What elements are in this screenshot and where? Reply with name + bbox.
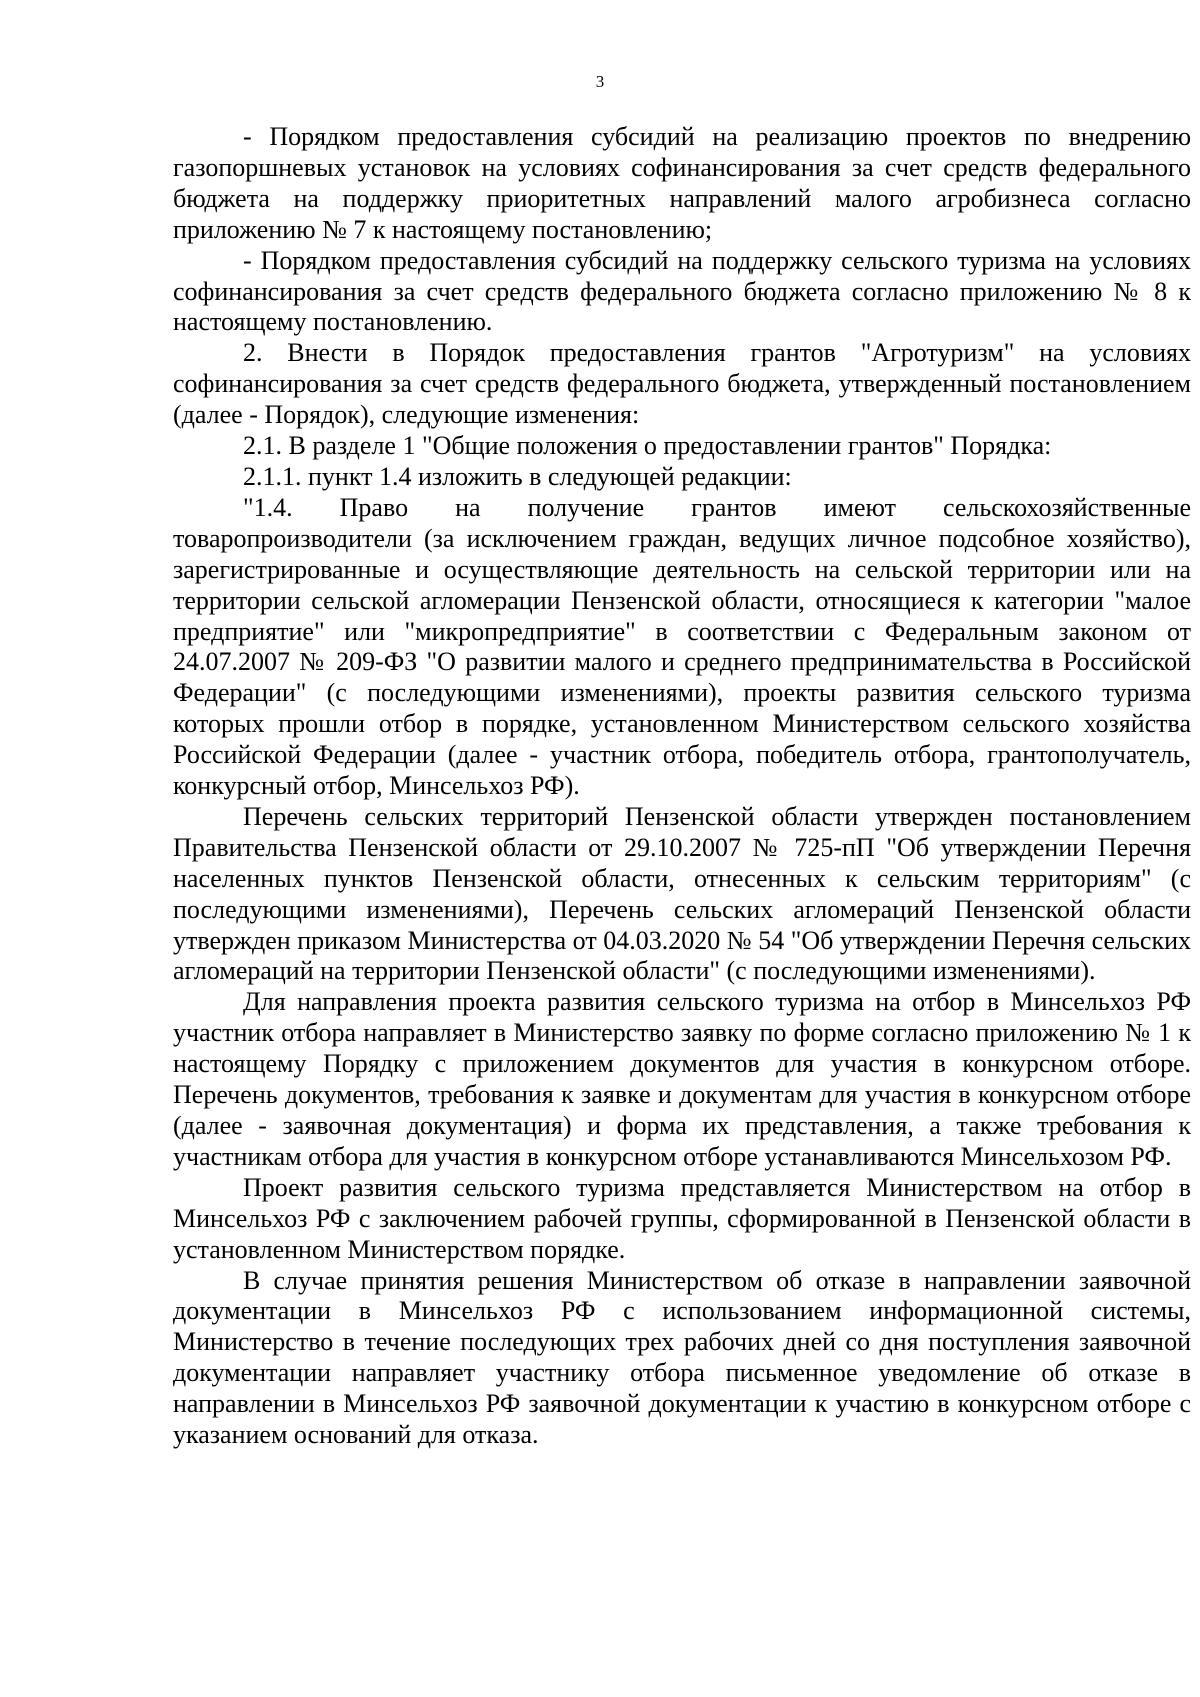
paragraph-rural-territories: Перечень сельских территорий Пензенской области утвержден постановлением Правительства Пензенской области от 29.10.2007 № 725-пП "Об утверждении Перечня населенных пунктов Пензенской области, отнесенных к сельским территориям" (с последующими изменениями), Перечень сельских агломераций Пензенской области утвержден приказом Министерства от 04.03.2020 № 54 "Об утверждении Перечня сельских агломераций на территории Пензенской области" (с последующими изменениями). xyxy=(173,801,1191,986)
document-body xyxy=(173,122,1191,1451)
paragraph-clause-2: 2. Внести в Порядок предоставления грантов "Агротуризм" на условиях софинансирования за счет средств федерального бюджета, утвержденный постановлением (далее - Порядок), следующие изменения: xyxy=(173,338,1191,430)
paragraph-project-submission: Проект развития сельского туризма представляется Министерством на отбор в Минсельхоз РФ с заключением рабочей группы, сформированной в Пензенской области в установленном Министерством порядке. xyxy=(173,1172,1191,1264)
paragraph-clause-2-1: 2.1. В разделе 1 "Общие положения о предоставлении грантов" Порядка: xyxy=(243,431,1052,461)
paragraph-clause-2-1-1: 2.1.1. пункт 1.4 изложить в следующей редакции: xyxy=(243,461,792,491)
paragraph-order-8: - Порядком предоставления субсидий на поддержку сельского туризма на условиях софинансирования за счет средств федерального бюджета согласно приложению № 8 к настоящему постановлению. xyxy=(173,245,1191,337)
paragraph-order-7: - Порядком предоставления субсидий на реализацию проектов по внедрению газопоршневых установок на условиях софинансирования за счет средств федерального бюджета на поддержку приоритетных направлений малого агробизнеса согласно приложению № 7 к настоящему постановлению; xyxy=(173,122,1191,244)
paragraph-application-submission: Для направления проекта развития сельского туризма на отбор в Минсельхоз РФ участник отбора направляет в Министерство заявку по форме согласно приложению № 1 к настоящему Порядку с приложением документов для участия в конкурсном отборе. Перечень документов, требования к заявке и документам для участия в конкурсном отборе (далее - заявочная документация) и форма их представления, а также требования к участникам отбора для участия в конкурсном отборе устанавливаются Минсельхозом РФ. xyxy=(173,987,1191,1171)
paragraph-item-1-4: "1.4. Право на получение грантов имеют сельскохозяйственные товаропроизводители (за исключением граждан, ведущих личное подсобное хозяйство), зарегистрированные и осуществляющие деятельность на сельской территории или на территории сельской агломерации Пензенской области, относящиеся к категории "малое предприятие" или "микропредприятие" в соответствии с Федеральным законом от 24.07.2007 № 209-ФЗ "О развитии малого и среднего предпринимательства в Российской Федерации" (с последующими изменениями), проекты развития сельского туризма которых прошли отбор в порядке, установленном Министерством сельского хозяйства Российской Федерации (далее - участник отбора, победитель отбора, грантополучатель, конкурсный отбор, Минсельхоз РФ). xyxy=(173,492,1191,801)
paragraph-refusal: В случае принятия решения Министерством об отказе в направлении заявочной документации в Минсельхоз РФ с использованием информационной системы, Министерство в течение последующих трех рабочих дней со дня поступления заявочной документации направляет участнику отбора письменное уведомление об отказе в направлении в Минсельхоз РФ заявочной документации к участию в конкурсном отборе с указанием оснований для отказа. xyxy=(173,1265,1191,1450)
page-number: 3 xyxy=(595,72,605,91)
